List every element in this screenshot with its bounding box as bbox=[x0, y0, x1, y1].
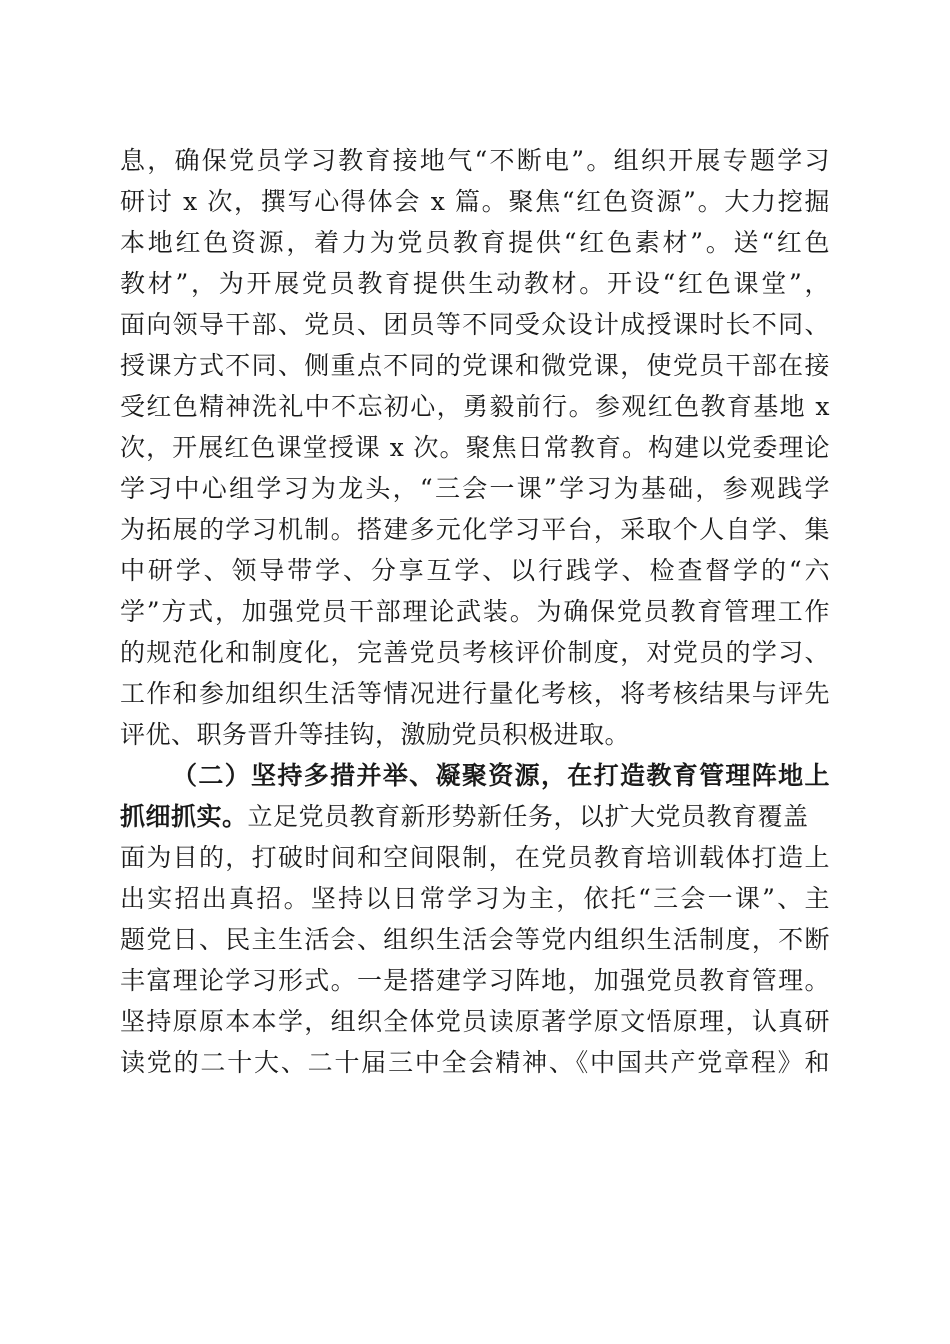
text-line: 面向领导干部、党员、团员等不同受众设计成授课时长不同、 bbox=[120, 310, 830, 339]
text-line: 读党的二十大、二十届三中全会精神、《中国共产党章程》和 bbox=[120, 1048, 830, 1077]
section-heading: （二）坚持多措并举、凝聚资源，在打造教育管理阵地上 bbox=[172, 761, 830, 790]
text-line: 研讨 x 次，撰写心得体会 x 篇。聚焦“红色资源”。大力挖掘 bbox=[120, 187, 830, 216]
text-line: 授课方式不同、侧重点不同的党课和微党课，使党员干部在接 bbox=[120, 351, 830, 380]
text-line: 学习中心组学习为龙头，“三会一课”学习为基础，参观践学 bbox=[120, 474, 830, 503]
text-line-mixed bbox=[120, 796, 830, 837]
text-line: 本地红色资源，着力为党员教育提供“红色素材”。送“红色 bbox=[120, 228, 830, 257]
text-line: 面为目的，打破时间和空间限制，在党员教育培训载体打造上 bbox=[120, 843, 830, 872]
text-line: 工作和参加组织生活等情况进行量化考核，将考核结果与评先 bbox=[120, 679, 830, 708]
text-line: 教材”，为开展党员教育提供生动教材。开设“红色课堂”， bbox=[120, 269, 830, 298]
text-line: 息，确保党员学习教育接地气“不断电”。组织开展专题学习 bbox=[120, 146, 830, 175]
text-line: 中研学、领导带学、分享互学、以行践学、检查督学的“六 bbox=[120, 556, 830, 585]
text-line: 学”方式，加强党员干部理论武装。为确保党员教育管理工作 bbox=[120, 597, 830, 626]
text-line: 受红色精神洗礼中不忘初心，勇毅前行。参观红色教育基地 x bbox=[120, 392, 830, 421]
text-line: 评优、职务晋升等挂钩，激励党员积极进取。 bbox=[120, 720, 631, 749]
text-segment: 立足党员教育新形势新任务，以扩大党员教育覆盖 bbox=[247, 802, 809, 831]
text-line: 的规范化和制度化，完善党员考核评价制度，对党员的学习、 bbox=[120, 638, 830, 667]
text-line: 为拓展的学习机制。搭建多元化学习平台，采取个人自学、集 bbox=[120, 515, 830, 544]
body-text bbox=[120, 140, 830, 1083]
text-line: 次，开展红色课堂授课 x 次。聚焦日常教育。构建以党委理论 bbox=[120, 433, 830, 462]
text-line: 坚持原原本本学，组织全体党员读原著学原文悟原理，认真研 bbox=[120, 1007, 830, 1036]
text-line: 出实招出真招。坚持以日常学习为主，依托“三会一课”、主 bbox=[120, 884, 830, 913]
text-line: 题党日、民主生活会、组织生活会等党内组织生活制度，不断 bbox=[120, 925, 830, 954]
text-line: 丰富理论学习形式。一是搭建学习阵地，加强党员教育管理。 bbox=[120, 966, 830, 995]
section-heading-tail: 抓细抓实。 bbox=[120, 802, 248, 831]
